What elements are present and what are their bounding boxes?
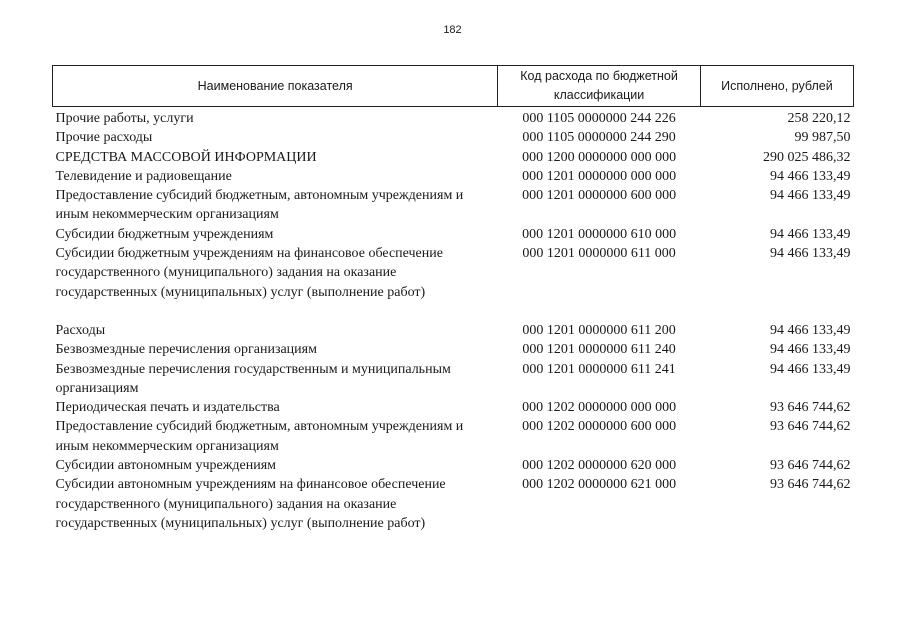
table-row bbox=[53, 417, 854, 456]
table-row bbox=[53, 225, 854, 244]
row-code: 000 1105 0000000 244 290 bbox=[522, 130, 676, 146]
row-value: 94 466 133,49 bbox=[770, 322, 851, 338]
row-name: Предоставление субсидий бюджетным, автономным учреждениям и иным некоммерческим организациям bbox=[55, 419, 464, 454]
row-name: Телевидение и радиовещание bbox=[55, 168, 232, 184]
table-row bbox=[53, 186, 854, 225]
row-name: Субсидии автономным учреждениям на финансовое обеспечение государственного (муниципального) задания на оказание государственных (муниципальных) услуг (выполнение работ) bbox=[55, 477, 446, 531]
row-name: Субсидии бюджетным учреждениям bbox=[55, 226, 274, 242]
row-name: Безвозмездные перечисления государственным и муниципальным организациям bbox=[55, 361, 451, 396]
row-value: 290 025 486,32 bbox=[763, 149, 851, 165]
row-code: 000 1200 0000000 000 000 bbox=[522, 149, 677, 165]
page-number: 182 bbox=[443, 24, 462, 36]
table-row bbox=[53, 398, 854, 417]
row-value: 94 466 133,49 bbox=[770, 361, 851, 377]
row-name: Расходы bbox=[55, 322, 106, 338]
header-indicator-name: Наименование показателя bbox=[53, 66, 498, 107]
table-row bbox=[53, 107, 854, 129]
row-code: 000 1201 0000000 610 000 bbox=[522, 226, 677, 242]
row-value: 94 466 133,49 bbox=[770, 168, 851, 184]
row-code: 000 1202 0000000 620 000 bbox=[522, 458, 677, 474]
row-name: Субсидии бюджетным учреждениям на финансовое обеспечение государственного (муниципального) задания на оказание государственных (муниципальных) услуг (выполнение работ) bbox=[55, 246, 443, 300]
row-name: Прочие расходы bbox=[55, 130, 153, 146]
row-name: Предоставление субсидий бюджетным, автономным учреждениям и иным некоммерческим организациям bbox=[55, 188, 464, 223]
table-row bbox=[53, 360, 854, 399]
row-value: 94 466 133,49 bbox=[770, 246, 851, 262]
table-row bbox=[53, 340, 854, 359]
row-value: 258 220,12 bbox=[787, 111, 851, 126]
table-row bbox=[53, 456, 854, 475]
table-row bbox=[53, 128, 854, 147]
table-row bbox=[53, 167, 854, 186]
table-row bbox=[53, 244, 854, 302]
row-code: 000 1201 0000000 600 000 bbox=[522, 188, 677, 204]
row-code: 000 1201 0000000 611 240 bbox=[522, 342, 676, 358]
row-name: Прочие работы, услуги bbox=[55, 111, 194, 126]
row-code: 000 1202 0000000 621 000 bbox=[522, 477, 677, 493]
header-executed-amount: Исполнено, рублей bbox=[700, 66, 853, 107]
row-value: 93 646 744,62 bbox=[770, 400, 851, 416]
row-value: 94 466 133,49 bbox=[770, 226, 851, 242]
row-name: Периодическая печать и издательства bbox=[55, 400, 280, 416]
row-code: 000 1201 0000000 000 000 bbox=[522, 168, 677, 184]
row-code: 000 1201 0000000 611 241 bbox=[522, 361, 676, 377]
row-name: СРЕДСТВА МАССОВОЙ ИНФОРМАЦИИ bbox=[55, 149, 317, 165]
row-value: 93 646 744,62 bbox=[770, 477, 851, 493]
header-budget-code: Код расхода по бюджетной классификации bbox=[498, 66, 701, 107]
expenditure-table bbox=[52, 65, 854, 533]
table-row bbox=[53, 475, 854, 533]
row-value: 93 646 744,62 bbox=[770, 458, 851, 474]
row-value: 93 646 744,62 bbox=[770, 419, 851, 435]
row-code: 000 1201 0000000 611 200 bbox=[522, 322, 676, 338]
row-code: 000 1105 0000000 244 226 bbox=[522, 111, 676, 126]
row-code: 000 1202 0000000 000 000 bbox=[522, 400, 677, 416]
row-value: 99 987,50 bbox=[794, 130, 851, 146]
row-name: Безвозмездные перечисления организациям bbox=[55, 342, 317, 358]
row-value: 94 466 133,49 bbox=[770, 188, 851, 204]
row-code: 000 1201 0000000 611 000 bbox=[522, 246, 676, 262]
table-row bbox=[53, 148, 854, 167]
spacer-row bbox=[53, 302, 854, 321]
row-name: Субсидии автономным учреждениям bbox=[55, 458, 277, 474]
row-value: 94 466 133,49 bbox=[770, 342, 851, 358]
table-row bbox=[53, 321, 854, 340]
row-code: 000 1202 0000000 600 000 bbox=[522, 419, 677, 435]
table-header-row bbox=[53, 66, 854, 107]
